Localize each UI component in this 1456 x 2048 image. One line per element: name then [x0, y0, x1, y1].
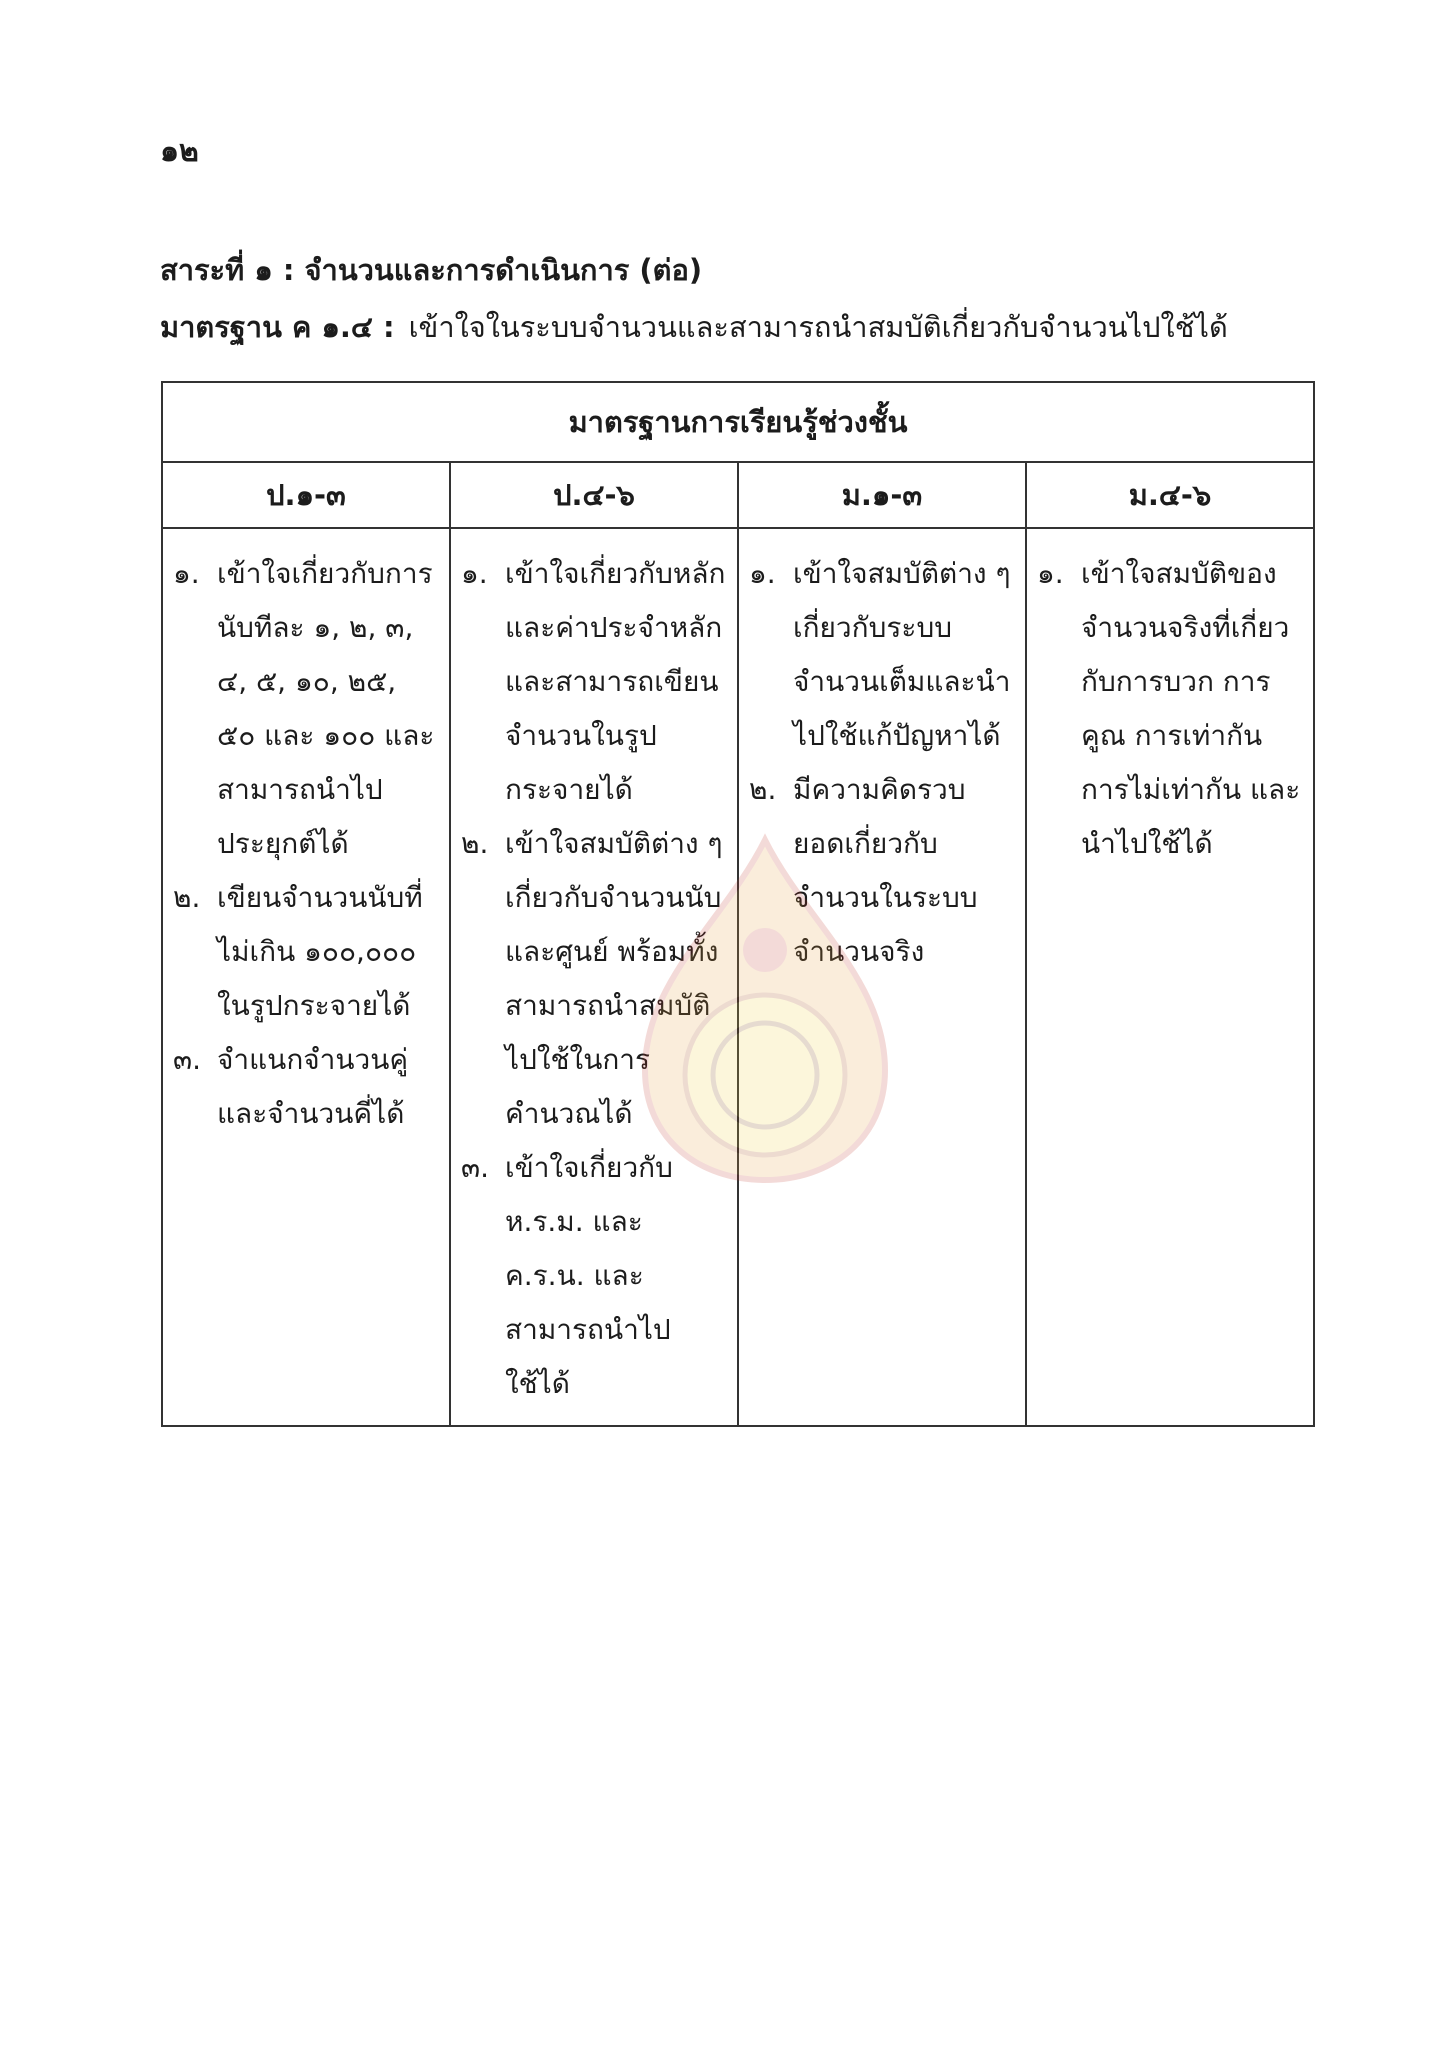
learning-standards-table [161, 381, 1315, 1427]
standards-cell-m4-6 [1026, 528, 1314, 1426]
item-text: เข้าใจเกี่ยวกับ ห.ร.ม. และ ค.ร.น. และสามารถนำไปใช้ได้ [505, 1151, 673, 1400]
grade-header-m1-3: ม.๑-๓ [738, 462, 1026, 528]
item-number: ๓. [461, 1151, 490, 1184]
item-text: เข้าใจเกี่ยวกับการนับทีละ ๑, ๒, ๓, ๔, ๕, ๑๐, ๒๕, ๕๐ และ ๑๐๐ และสามารถนำไปประยุกต์ได้ [217, 557, 435, 860]
list-item [1037, 547, 1303, 871]
item-text: เข้าใจเกี่ยวกับหลักและค่าประจำหลักและสามารถเขียนจำนวนในรูปกระจายได้ [505, 557, 726, 806]
standard-text: เข้าใจในระบบจำนวนและสามารถนำสมบัติเกี่ยวกับจำนวนไปใช้ได้ [408, 310, 1228, 344]
item-number: ๒. [749, 773, 777, 806]
standards-cell-p1-3 [162, 528, 450, 1426]
page-number: ๑๒ [160, 134, 199, 169]
item-number: ๓. [173, 1043, 202, 1076]
item-text: เข้าใจสมบัติต่าง ๆ เกี่ยวกับระบบจำนวนเต็มและนำไปใช้แก้ปัญหาได้ [793, 557, 1011, 752]
item-number: ๑. [749, 557, 776, 590]
list-item [461, 1141, 727, 1411]
grade-header-m4-6: ม.๔-๖ [1026, 462, 1314, 528]
item-text: เขียนจำนวนนับที่ไม่เกิน ๑๐๐,๐๐๐ ในรูปกระจายได้ [217, 881, 423, 1022]
item-number: ๑. [173, 557, 200, 590]
item-text: เข้าใจสมบัติของจำนวนจริงที่เกี่ยวกับการบวก การคูณ การเท่ากัน การไม่เท่ากัน และนำไปใช้ได้ [1081, 557, 1301, 860]
item-number: ๑. [461, 557, 488, 590]
item-text: มีความคิดรวบยอดเกี่ยวกับจำนวนในระบบจำนวนจริง [793, 773, 978, 968]
table-title: มาตรฐานการเรียนรู้ช่วงชั้น [162, 382, 1314, 462]
list-item [173, 547, 439, 871]
item-text: เข้าใจสมบัติต่าง ๆ เกี่ยวกับจำนวนนับและศูนย์ พร้อมทั้งสามารถนำสมบัติไปใช้ในการคำนวณได้ [505, 827, 723, 1130]
grade-header-p4-6: ป.๔-๖ [450, 462, 738, 528]
list-item [749, 763, 1015, 979]
strand-heading: สาระที่ ๑ : จำนวนและการดำเนินการ (ต่อ) [160, 253, 703, 287]
list-item [173, 1033, 439, 1141]
item-number: ๑. [1037, 557, 1064, 590]
standards-cell-p4-6 [450, 528, 738, 1426]
list-item [461, 547, 727, 817]
item-number: ๒. [173, 881, 201, 914]
list-item [461, 817, 727, 1141]
standards-cell-m1-3 [738, 528, 1026, 1426]
item-text: จำแนกจำนวนคู่และจำนวนคี่ได้ [217, 1043, 409, 1130]
list-item [749, 547, 1015, 763]
standard-code: มาตรฐาน ค ๑.๔ : [160, 310, 395, 344]
item-number: ๒. [461, 827, 489, 860]
standard-heading [160, 304, 1228, 350]
grade-header-p1-3: ป.๑-๓ [162, 462, 450, 528]
list-item [173, 871, 439, 1033]
